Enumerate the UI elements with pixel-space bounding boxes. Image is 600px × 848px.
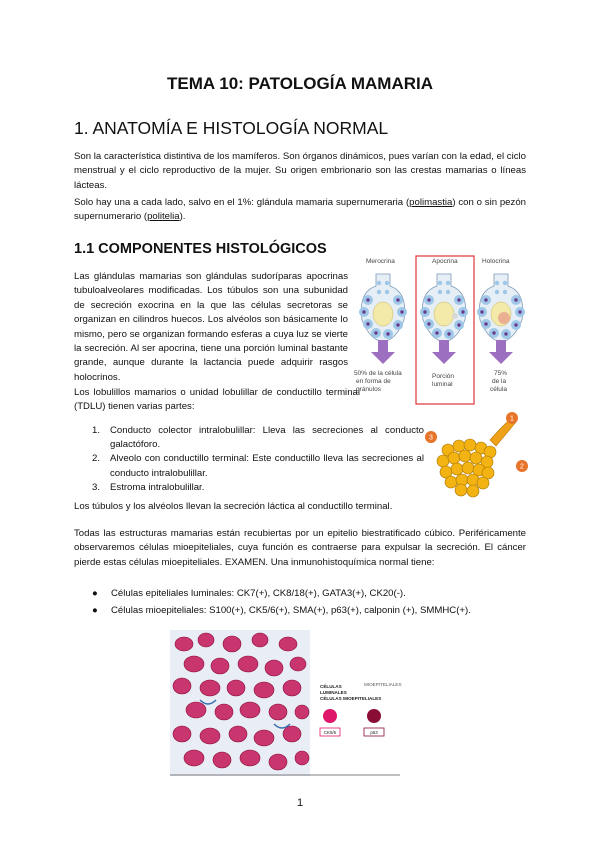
list-text: Células epiteliales luminales: CK7(+), CK8/18(+), GATA3(+), CK20(-). [111, 588, 406, 599]
merocrine-arrow-icon [371, 340, 395, 364]
list-item [92, 602, 532, 619]
list-text: Conducto colector intralobulillar: Lleva las secreciones al conducto galactóforo. [110, 425, 424, 451]
document-title: TEMA 10: PATOLOGÍA MAMARIA [166, 74, 433, 93]
list-item [92, 481, 424, 495]
alveoli-cluster [437, 439, 496, 497]
glands-paragraph: Las glándulas mamarias son glándulas sudoríparas apocrinas tubuloalveolares modificadas. Los túbulos son una subunidad de secreción exocrina en la que las células secretoras se organizan en cilindros huecos. Los alvéolos son básicamente lo mismo, pero se organizan formando esferas a cuya luz se vierte la secreción. Al ser apocrina, tiene una porción luminal bastante grande, aunque durante la lactancia puede adquirir rasgos holocrinos. [74, 271, 348, 383]
bullet-icon: ● [92, 588, 98, 599]
ihc-header-myoepithelial: CÉLULAS MIOEPITELIALES [320, 696, 382, 701]
myo-swatch-label: p63 [370, 730, 378, 735]
polimastia-term: polimastia [409, 197, 453, 208]
list-item [92, 424, 424, 452]
apocrine-secretion-blob [452, 313, 458, 319]
holocrine-gland-icon [477, 274, 525, 342]
holocrine-caption-2: de la [492, 378, 507, 385]
holocrine-label: Holocrina [482, 258, 510, 265]
apocrine-caption-2: luminal [432, 381, 453, 388]
politelia-term: politelia [147, 211, 180, 223]
holocrine-arrow-icon [489, 340, 513, 364]
supernumerary-text-a: Solo hay una a cada lado, salvo en el 1%: glándula mamaria supernumeraria ( [74, 197, 410, 208]
supernumerary-text-c: ) con o sin pezón supernumerario ( [74, 197, 526, 223]
list-item [92, 585, 532, 602]
list-number: 3. [92, 481, 101, 493]
apocrine-label: Apocrina [432, 258, 458, 265]
page-number: 1 [296, 797, 304, 809]
luminal-swatch-label: CK5/6 [323, 730, 337, 735]
secretion-types-figure [352, 254, 530, 406]
structures-paragraph: Todas las estructuras mamarias están recubiertas por un epitelio biestratificado cúbico. Periféricamente observaremos células mioepiteliales, cuya función es contraerse para expulsar la secreción. El cáncer pierde estas células mioepiteliales. EXAMEN. Una inmunohistoquímica normal tiene: [74, 528, 526, 568]
list-number: 1. [92, 425, 101, 436]
marker-1-label: 1 [510, 415, 514, 423]
merocrine-caption-3: gránulos [356, 386, 381, 393]
holocrine-lysed-cell [498, 312, 510, 324]
ihc-header-right: MIOEPITELIALES [364, 682, 402, 687]
list-number: 2. [92, 453, 101, 465]
intro-paragraph: Son la característica distintiva de los mamíferos. Son órganos dinámicos, pues varían con la edad, el ciclo menstrual y el ciclo reproductivo de la mujer. Su origen embrionario son las crestas mamarias o líneas lácteas. [74, 151, 526, 191]
marker-3-label: 3 [429, 434, 433, 442]
list-text: Alveolo con conductillo terminal: Este conductillo lleva las secreciones al conducto intralobulillar. [110, 453, 424, 479]
section-heading-anatomy: 1. ANATOMÍA E HISTOLOGÍA NORMAL [74, 118, 389, 138]
ihc-markers-list [92, 585, 532, 619]
list-text: Estroma intralobulillar. [110, 481, 205, 493]
ihc-header-luminal-2: LUMINALES [320, 690, 347, 695]
tdlu-paragraph: Los lobulillos mamarios o unidad lobulillar de conductillo terminal (TDLU) tienen varias partes: [74, 387, 360, 413]
ihc-header-luminal-1: CÉLULAS [320, 684, 342, 689]
supernumerary-text-e: ). [179, 211, 186, 223]
list-text: Células mioepiteliales: S100(+), CK5/6(+), SMA(+), p63(+), calponin (+), SMMHC(+). [111, 605, 471, 616]
section-heading-histology: 1.1 COMPONENTES HISTOLÓGICOS [74, 241, 327, 257]
ihc-micrograph-figure [170, 630, 402, 776]
merocrine-caption-1: 50% de la célula [354, 370, 402, 377]
marker-2-label: 2 [520, 463, 524, 471]
merocrine-caption-2: en forma de [356, 378, 391, 385]
merocrine-label: Merocrina [366, 258, 395, 265]
holocrine-caption-1: 75% [494, 370, 508, 377]
list-item [92, 452, 424, 480]
tubulos-paragraph: Los túbulos y los alvéolos llevan la secreción láctica al conductillo terminal. [74, 501, 393, 512]
apocrine-gland-icon [420, 274, 468, 342]
holocrine-caption-3: célula [490, 386, 507, 393]
tdlu-parts-list [92, 424, 424, 495]
apocrine-caption-1: Porción [432, 373, 455, 380]
merocrine-gland-icon [359, 274, 407, 342]
supernumerary-paragraph [74, 196, 526, 225]
myoepithelial-swatch [367, 709, 381, 723]
bullet-icon: ● [92, 605, 98, 616]
apocrine-arrow-icon [432, 340, 456, 364]
tdlu-lobule-figure [424, 410, 530, 506]
luminal-swatch [323, 709, 337, 723]
